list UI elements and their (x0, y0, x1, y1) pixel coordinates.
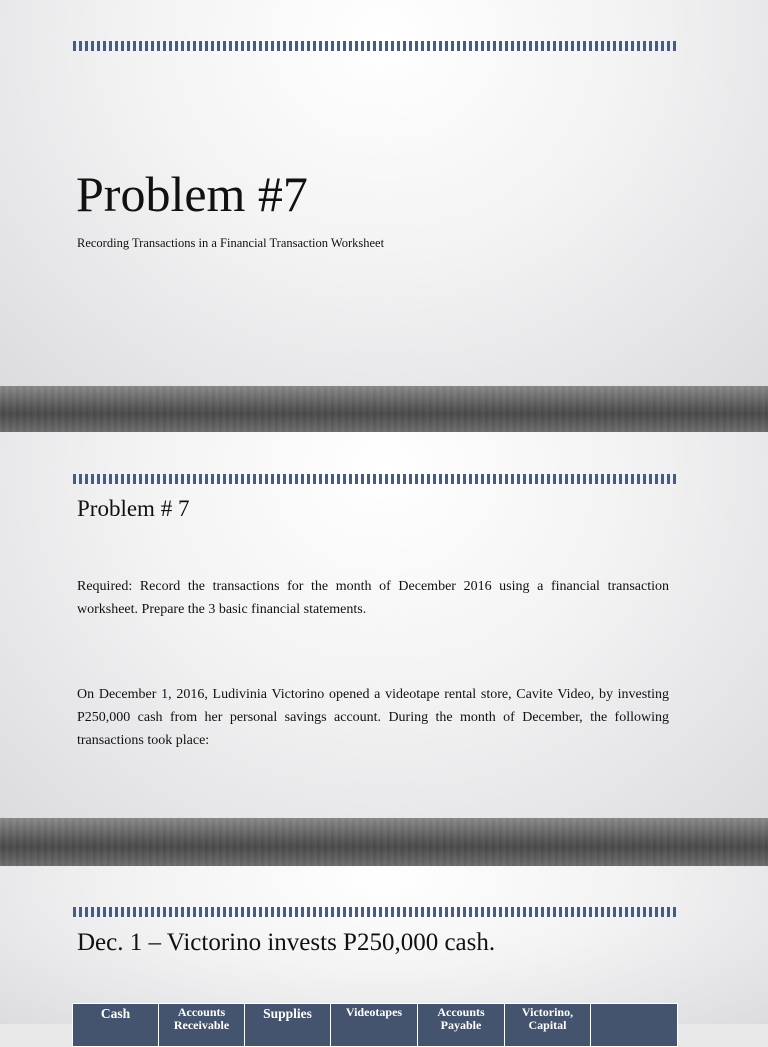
slide-subtitle: Recording Transactions in a Financial Transaction Worksheet (77, 236, 385, 250)
required-paragraph: Required: Record the transactions for the month of December 2016 using a financial transaction worksheet. Prepare the 3 basic financial statements. (77, 579, 669, 617)
column-header-accounts-payable: Accounts Payable (418, 1004, 505, 1047)
slide-divider (0, 386, 768, 432)
slide-heading: Problem # 7 (77, 496, 190, 521)
column-header-blank (591, 1004, 678, 1047)
transaction-worksheet (72, 1003, 678, 1047)
column-header-cash: Cash (73, 1004, 159, 1047)
transaction-heading: Dec. 1 – Victorino invests P250,000 cash. (77, 929, 496, 956)
table-header-row (73, 1004, 678, 1047)
column-header-supplies: Supplies (245, 1004, 331, 1047)
title-slide (0, 0, 768, 386)
column-header-capital: Victorino, Capital (505, 1004, 591, 1047)
decorative-rule (73, 41, 676, 51)
transaction-slide (0, 866, 768, 1032)
slide-title: Problem #7 (76, 166, 308, 222)
decorative-rule (73, 907, 676, 917)
scenario-paragraph: On December 1, 2016, Ludivinia Victorino opened a videotape rental store, Cavite Video, by investing P250,000 cash from her personal savings account. During the month of December, the following transactions took place: (77, 687, 669, 748)
column-header-accounts-receivable: Accounts Receivable (159, 1004, 245, 1047)
slide-divider (0, 818, 768, 866)
decorative-rule (73, 474, 676, 484)
column-header-videotapes: Videotapes (331, 1004, 418, 1047)
requirements-slide (0, 432, 768, 818)
